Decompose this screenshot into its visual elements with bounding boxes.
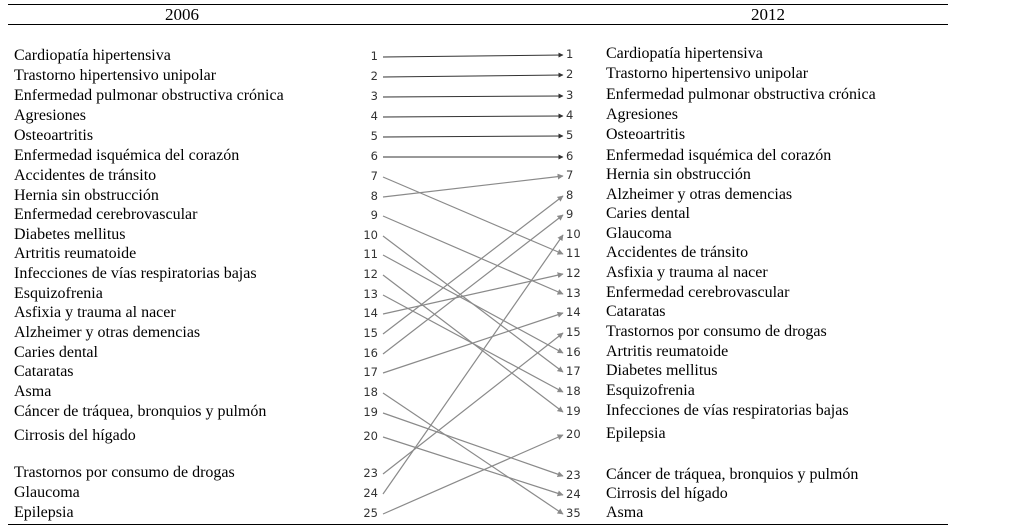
right-label: Osteoartritis <box>606 126 686 143</box>
left-label: Alzheimer y otras demencias <box>14 324 201 341</box>
right-rank: 19 <box>566 404 581 418</box>
left-rank: 5 <box>370 129 378 143</box>
left-rank: 19 <box>363 405 378 419</box>
left-rank: 8 <box>370 189 378 203</box>
right-label: Alzheimer y otras demencias <box>606 186 793 203</box>
rank-arrow <box>383 96 563 97</box>
right-label: Asma <box>606 504 644 521</box>
right-rank: 6 <box>566 149 574 163</box>
left-label: Enfermedad pulmonar obstructiva crónica <box>14 87 284 104</box>
right-rank: 18 <box>566 384 581 398</box>
bottom-rule <box>8 524 948 525</box>
right-label: Glaucoma <box>606 225 672 242</box>
right-label: Epilepsia <box>606 425 666 442</box>
left-rank: 10 <box>363 228 378 242</box>
left-label: Infecciones de vías respiratorias bajas <box>14 265 257 282</box>
left-label: Cáncer de tráquea, bronquios y pulmón <box>14 403 267 420</box>
right-label: Enfermedad isquémica del corazón <box>606 147 832 164</box>
year-2006-header: 2006 <box>165 5 199 24</box>
right-rank: 20 <box>566 427 581 441</box>
left-rank: 2 <box>370 69 378 83</box>
year-2012-header: 2012 <box>751 5 785 24</box>
right-rank: 5 <box>566 128 574 142</box>
left-label: Accidentes de tránsito <box>14 167 157 184</box>
right-rank: 24 <box>566 487 581 501</box>
rank-arrow <box>383 435 563 514</box>
right-rank: 12 <box>566 266 581 280</box>
left-label: Cataratas <box>14 363 74 380</box>
right-rank: 11 <box>566 246 581 260</box>
right-rank: 1 <box>566 47 574 61</box>
rank-arrow <box>383 274 563 314</box>
right-rank: 8 <box>566 188 574 202</box>
left-rank: 18 <box>363 385 378 399</box>
left-rank: 15 <box>363 326 378 340</box>
rank-arrow <box>383 116 563 117</box>
right-label: Hernia sin obstrucción <box>606 166 751 183</box>
left-label: Osteoartritis <box>14 127 94 144</box>
right-label: Infecciones de vías respiratorias bajas <box>606 402 849 419</box>
left-label: Artritis reumatoide <box>14 245 137 262</box>
left-rank: 1 <box>370 49 378 63</box>
right-label: Artritis reumatoide <box>606 343 729 360</box>
right-rank: 9 <box>566 207 574 221</box>
right-rank: 13 <box>566 286 581 300</box>
right-label: Diabetes mellitus <box>606 362 718 379</box>
left-rank: 14 <box>363 306 378 320</box>
rank-arrow <box>383 215 563 354</box>
left-label: Cirrosis del hígado <box>14 427 136 444</box>
right-label: Trastornos por consumo de drogas <box>606 323 827 340</box>
right-label: Asfixia y trauma al nacer <box>606 264 768 281</box>
right-rank: 15 <box>566 325 581 339</box>
right-rank: 2 <box>566 67 574 81</box>
left-label: Agresiones <box>14 107 86 124</box>
left-label: Enfermedad cerebrovascular <box>14 206 198 223</box>
right-label: Cirrosis del hígado <box>606 485 728 502</box>
left-label: Cardiopatía hipertensiva <box>14 47 171 64</box>
right-rank: 7 <box>566 168 574 182</box>
right-label: Cáncer de tráquea, bronquios y pulmón <box>606 466 859 483</box>
left-rank: 12 <box>363 267 378 281</box>
left-rank: 3 <box>370 89 378 103</box>
left-label: Trastorno hipertensivo unipolar <box>14 67 217 84</box>
right-label: Cataratas <box>606 303 666 320</box>
right-label: Agresiones <box>606 106 678 123</box>
left-label: Enfermedad isquémica del corazón <box>14 147 240 164</box>
left-rank: 11 <box>363 247 378 261</box>
left-rank: 16 <box>363 346 378 360</box>
right-rank: 3 <box>566 88 574 102</box>
left-label: Asma <box>14 383 52 400</box>
left-rank: 13 <box>363 287 378 301</box>
left-label: Caries dental <box>14 344 98 361</box>
right-label: Accidentes de tránsito <box>606 244 749 261</box>
right-rank: 16 <box>566 345 581 359</box>
rank-arrow <box>383 55 563 57</box>
left-rank: 17 <box>363 365 378 379</box>
right-rank: 35 <box>566 506 581 520</box>
rank-arrow <box>383 255 563 353</box>
right-rank: 14 <box>566 305 581 319</box>
left-rank: 6 <box>370 149 378 163</box>
left-label: Glaucoma <box>14 484 80 501</box>
right-label: Cardiopatía hipertensiva <box>606 45 763 62</box>
right-label: Trastorno hipertensivo unipolar <box>606 65 809 82</box>
left-rank: 4 <box>370 109 378 123</box>
rank-arrow <box>383 75 563 77</box>
left-label: Trastornos por consumo de drogas <box>14 464 235 481</box>
right-label: Esquizofrenia <box>606 382 695 399</box>
left-label: Asfixia y trauma al nacer <box>14 304 176 321</box>
left-label: Diabetes mellitus <box>14 226 126 243</box>
right-label: Enfermedad cerebrovascular <box>606 284 790 301</box>
right-rank: 17 <box>566 364 581 378</box>
left-rank: 23 <box>363 466 378 480</box>
left-label: Hernia sin obstrucción <box>14 187 159 204</box>
right-label: Caries dental <box>606 205 690 222</box>
left-rank: 24 <box>363 486 378 500</box>
left-rank: 7 <box>370 169 378 183</box>
left-rank: 9 <box>370 208 378 222</box>
right-rank: 23 <box>566 468 581 482</box>
right-rank: 10 <box>566 227 581 241</box>
rank-arrow <box>383 216 563 294</box>
rank-arrow <box>383 177 563 254</box>
rank-arrow <box>383 176 563 197</box>
left-rank: 25 <box>363 506 378 520</box>
left-label: Epilepsia <box>14 504 74 521</box>
rank-arrow <box>383 196 563 334</box>
left-rank: 20 <box>363 429 378 443</box>
rank-arrow <box>383 136 563 137</box>
left-label: Esquizofrenia <box>14 285 103 302</box>
right-label: Enfermedad pulmonar obstructiva crónica <box>606 86 876 103</box>
right-rank: 4 <box>566 108 574 122</box>
